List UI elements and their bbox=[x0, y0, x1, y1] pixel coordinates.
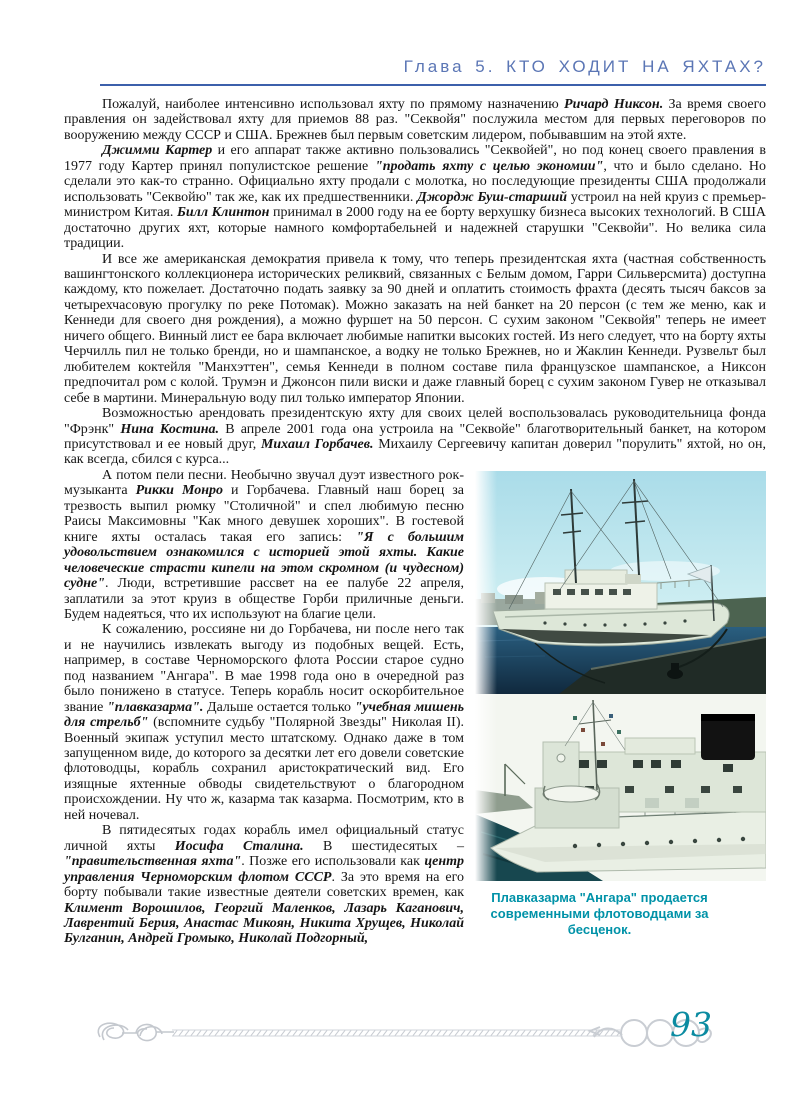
emphasized-text: Джордж Буш-старший bbox=[417, 189, 568, 205]
page-footer bbox=[94, 1005, 742, 1059]
paragraph bbox=[64, 97, 766, 143]
emphasized-text: Михаил Горбачев. bbox=[260, 436, 374, 452]
photo-caption-line: Плавказарма "Ангара" продается bbox=[491, 889, 708, 905]
emphasized-text: "Я с большим удовольствием ознакомился с историей этой яхты. Какие человеческие страсти кипели на этом скромном (и чудесном) судне" bbox=[64, 529, 464, 592]
emphasized-text: Билл Клинтон bbox=[176, 205, 270, 221]
body-text: , что и было сделано. Но сделали это как-то странно. Официально яхту продали с молотка, но последующие президенты США продолжали использовать "Секвойю" так же, как их предшественники. bbox=[64, 158, 767, 205]
body-text: В шестидесятых – bbox=[303, 838, 464, 854]
page-number: 93 bbox=[670, 1005, 712, 1044]
paragraph bbox=[64, 143, 766, 251]
photo-caption bbox=[475, 890, 766, 938]
emphasized-text: Климент Ворошилов, Георгий Маленков, Лазарь Каганович, Лаврентий Берия, Анастас Микоян, Никита Хрущев, Николай Булганин, Андрей Громыко, Николай Подгорный, bbox=[64, 900, 464, 947]
emphasized-text: Джимми Картер bbox=[102, 143, 213, 159]
paragraph bbox=[64, 406, 766, 468]
rope-knot-left bbox=[98, 1023, 174, 1040]
rope-line bbox=[172, 1030, 620, 1036]
body-text: Пожалуй, наиболее интенсивно использовал яхту по прямому назначению bbox=[102, 97, 565, 112]
page-header bbox=[64, 57, 766, 77]
chapter-title: Глава 5. КТО ХОДИТ НА ЯХТАХ? bbox=[403, 57, 766, 76]
body-text: Дальше остается только bbox=[203, 699, 355, 715]
body-text: Возможностью арендовать президентскую яхту для своих целей воспользовалась руководительница фонда "Фрэнк" bbox=[64, 406, 766, 437]
paragraphs-top bbox=[64, 97, 766, 468]
photo-caption-line: современными флотоводцами за бесценок. bbox=[490, 905, 709, 937]
ship-photo-moored bbox=[475, 471, 766, 694]
body-text: К сожалению, россияне ни до Горбачева, ни после него так и не научились извлекать выгоду из подобных вещей. Есть, например, в составе Черноморского флота России старое судно под названием "Ангара". В мае 1998 года оно в очередной раз было понижено в статусе. Теперь корабль носит оскорбительное звание bbox=[64, 622, 464, 715]
body-text: принимал в 2000 году на ее борту верхушку бизнеса высоких технологий. В США достаточно других яхт, которые намного комфортабельней и надежней старушки "Секвойи". Но велика сила традиции. bbox=[64, 205, 766, 252]
body-text: А потом пели песни. Необычно звучал дуэт известного рок-музыканта bbox=[64, 467, 464, 499]
emphasized-text: "продать яхту с целью экономии" bbox=[374, 158, 604, 174]
emphasized-text: "учебная мишень для стрельб" bbox=[64, 699, 465, 731]
body-text: . Позже его использовали как bbox=[241, 854, 425, 870]
emphasized-text: Рикки Монро bbox=[135, 483, 223, 499]
photo-edge-fade bbox=[475, 694, 497, 881]
body-text: и его аппарат также активно пользовались "Секвойей", но под конец своего правления в 1977 году Картер принял популистское решение bbox=[64, 143, 766, 174]
emphasized-text: Ричард Никсон. bbox=[564, 97, 664, 112]
body-text: И все же американская демократия привела к тому, что теперь президентская яхта (частная собственность вашингтонского коллекционера исторических реликвий, связанных с Белым домом, Гарри Сильверсмита) доступна каждому, кто пожелает. Достаточно подать заявку за 90 дней и оплатить стоимость фрахта (десять тысяч баксов за четырехчасовую прогулку по реке Потомак). Можно заказать на ней банкет на 20 персон (с тем же меню, как и Кеннеди для своего дня рождения), а можно фуршет на 50 персон. С сухим законом "Секвойя" теперь не имеет ничего общего. Винный лист ее бара включает любимые напитки высоких гостей. Из него следует, что на борту яхты Черчилль пил не только бренди, но и шампанское, а водку не только Брежнев, но и Жаклин Кеннеди. Рузвельт был любителем коктейля "Манхэттен", семья Кеннеди в полном составе пила французское шампанское, а Никсон предпочитал ром с колой. Трумэн и Джонсон пили виски и даже главный борец с сухим законом Гувер не отказывал себе в мартини. Минеральную воду пил только император Японии. bbox=[64, 251, 766, 406]
emphasized-text: Нина Костина. bbox=[120, 421, 220, 437]
ship-photo-angara-illustration bbox=[475, 694, 766, 881]
rope-decoration bbox=[94, 1013, 742, 1059]
body-text: Михаилу Сергеевичу капитан доверил "порулить" яхтой, но он, как всегда, сбился с курса... bbox=[64, 436, 766, 468]
paragraph bbox=[64, 252, 766, 407]
emphasized-text: центр управления Черноморским флотом СССР bbox=[64, 854, 464, 885]
ship-photo-moored-illustration bbox=[475, 471, 766, 694]
photo-column bbox=[475, 471, 766, 938]
body-text: За время своего правления он задействовал яхту для приемов 88 раз. "Секвойя" послужила местом для первых переговоров по вооружению между СССР и США. Брежнев был первым советским лидером, побывавшим на этой яхте. bbox=[64, 97, 767, 143]
body-text: (вспомните судьбу "Полярной Звезды" Николая II). Военный экипаж уступил место штатскому. Однако даже в том запущенном виде, до которого за десятки лет его довели советские флотоводцы, корабль сохранил аристократический вид. Его изящные яхтенные обводы свидетельствуют о благородном происхождении. Ну что ж, казарма так казарма. Посмотрим, кто в ней ночевал. bbox=[64, 715, 464, 823]
body-text: . За это время на его борту побывали такие известные деятели советских времен, как bbox=[64, 869, 464, 901]
body-text: В пятидесятых годах корабль имел официальный статус личной яхты bbox=[64, 823, 464, 854]
emphasized-text: "правительственная яхта" bbox=[64, 854, 242, 870]
body-text: устроил на ней круиз с премьер-министром Китая. bbox=[64, 189, 766, 221]
body-text: В апреле 2001 года она устроила на "Секвойе" благотворительный банкет, на котором присутствовал и ее новый друг, bbox=[64, 421, 766, 452]
body-text: . Люди, встретившие рассвет на ее палубе 22 апреля, заплатили за этот круиз в обществе Горби приличные деньги. Будем надеяться, что их используют на благие цели. bbox=[64, 576, 464, 622]
photo-edge-fade bbox=[475, 471, 497, 694]
ship-photo-angara bbox=[475, 694, 766, 881]
body-text: и Горбачева. Главный наш борец за трезвость выпил рюмку "Столичной" и спел любимую песню Раисы Максимовны "Как много девушек хороших". В гостевой книге яхты осталась такая его запись: bbox=[64, 483, 464, 545]
article-body bbox=[64, 97, 766, 947]
header-rule bbox=[100, 84, 766, 86]
emphasized-text: "плавказарма". bbox=[107, 699, 204, 715]
emphasized-text: Иосифа Сталина. bbox=[174, 838, 304, 854]
